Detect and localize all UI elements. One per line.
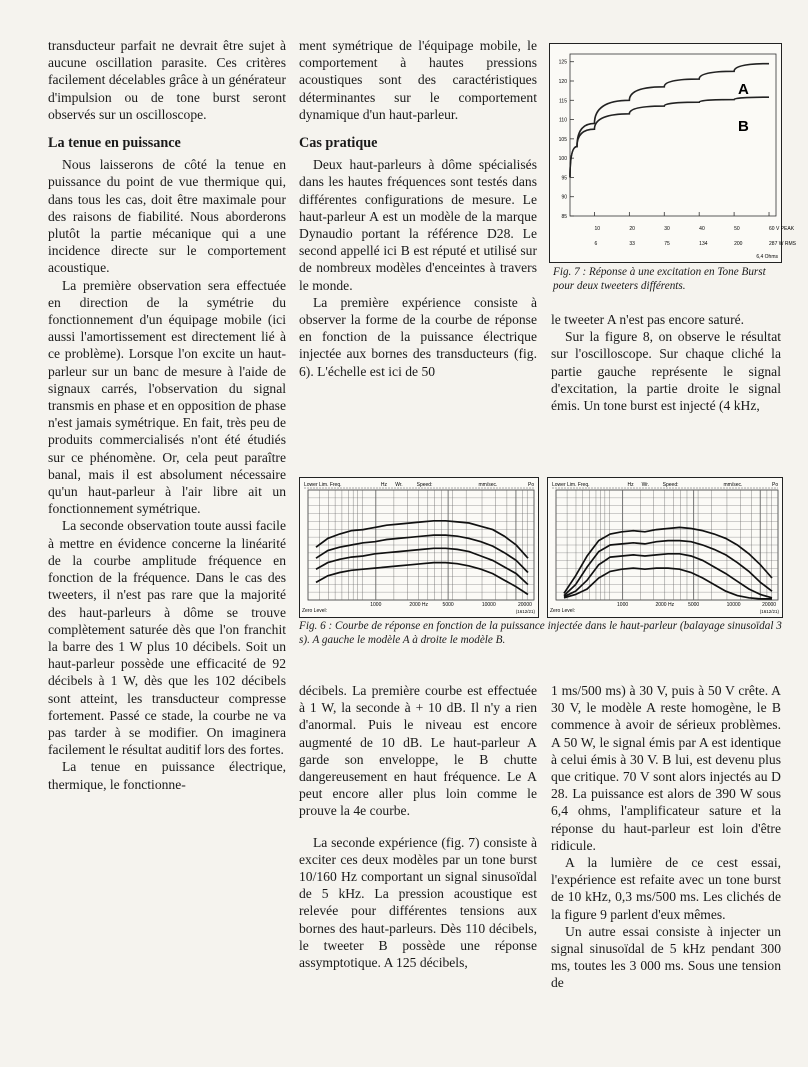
x-tick-label-volts: 60 V PEAK xyxy=(769,226,795,232)
paragraph: A la lumière de ce cest essai, l'expérience est refaite avec un tone burst de 10 kHz, 0,3 ms/500 ms. Les clichés de la figure 9 parlent d'eux mêmes. xyxy=(551,855,781,922)
column-3-top xyxy=(551,311,781,414)
y-tick-label: 125 xyxy=(558,59,567,66)
section-heading: Cas pratique xyxy=(299,135,378,152)
paragraph: La tenue en puissance électrique, thermique, le fonctionne- xyxy=(48,759,286,792)
x-tick-label: 5000 xyxy=(442,602,454,608)
corner-code: (1612/21) xyxy=(515,609,535,614)
x-tick-label: 1000 xyxy=(370,602,382,608)
response-curve xyxy=(316,535,528,572)
x-tick-label: 2000 Hz xyxy=(409,602,429,608)
x-tick-label-volts: 30 xyxy=(664,226,670,232)
header-label: Lower Lim. Freq. xyxy=(552,482,590,488)
figure-7-corner-note: 6,4 Ohms xyxy=(756,254,778,260)
paragraph: transducteur parfait ne devrait être sujet à aucune oscillation parasite. Ces critères facilement décelables grâce à un générateur d'impulsion ou de tone burst seront observés sur un oscilloscope. xyxy=(48,38,286,122)
header-label: Speed: xyxy=(662,482,679,488)
corner-code: (1612/21) xyxy=(759,609,779,614)
x-tick-label-watts: 33 xyxy=(629,241,635,247)
figure-6-caption: Fig. 6 : Courbe de réponse en fonction de la puissance injectée dans le haut-parleur (balayage sinusoïdal 3 s). A gauche le modèle A à droite le modèle B. xyxy=(299,620,782,646)
paragraph: 1 ms/500 ms) à 30 V, puis à 50 V crête. A 30 V, le modèle A reste homogène, le B commence à avoir de sérieux problèmes. A 50 W, le signal émis par A est identique à celui émis à 30 V. B lui, est devenu plus que critique. 70 V sont alors injectés au D 28. La puissance est alors de 390 W sous 6,4 ohms, l'amplificateur sature et la réponse du haut-parleur est loin d'être ridicule. xyxy=(551,683,781,853)
x-tick-label: 20000 xyxy=(518,602,532,608)
header-label: Lower Lim. Freq. xyxy=(304,482,342,488)
header-label: mm/sec. xyxy=(723,482,743,488)
header-label: Speed: xyxy=(416,482,433,488)
x-tick-label: 1000 xyxy=(617,602,629,608)
x-tick-label-watts: 6 xyxy=(594,241,598,247)
series-label-b: B xyxy=(738,118,749,135)
y-tick-label: 105 xyxy=(558,136,567,143)
y-tick-label: 120 xyxy=(558,79,567,85)
y-tick-label: 110 xyxy=(559,117,567,124)
header-label: Po xyxy=(772,482,779,488)
response-curve xyxy=(316,563,528,595)
x-tick-label-watts: 134 xyxy=(699,241,708,247)
y-tick-label: 100 xyxy=(558,156,567,163)
series-label-a: A xyxy=(738,81,749,98)
paragraph: Deux haut-parleurs à dôme spécialisés dans les hautes fréquences sont testés dans différentes configurations de mesure. Le haut-parleur A est un modèle de la marque Dynaudio portant la référence D28. Le second appellé ici B est réputé et utilisé sur de nombreux modèles d'enceintes à travers le monde. xyxy=(299,157,537,293)
figure-7-caption: Fig. 7 : Réponse à une excitation en Tone Burst pour deux tweeters différents. xyxy=(553,266,766,292)
header-label: mm/sec. xyxy=(478,482,498,488)
x-tick-label: 20000 xyxy=(762,602,777,608)
response-curve xyxy=(316,548,528,584)
x-tick-label-watts: 287 W RMS xyxy=(769,241,796,247)
figure-6-left-chart xyxy=(299,477,539,618)
header-label: Wr. xyxy=(641,482,650,488)
paragraph: Sur la figure 8, on observe le résultat sur l'oscilloscope. Sur chaque cliché la partie gauche représente le signal d'excitation, la partie droite le signal émis. Un tone burst est injecté (4 kHz, xyxy=(551,329,781,414)
x-tick-label: 10000 xyxy=(726,602,741,608)
plot-area xyxy=(570,54,776,216)
header-label: Hz xyxy=(627,482,634,488)
response-curve xyxy=(564,554,772,598)
zero-level-label: Zero Level: xyxy=(550,608,576,614)
y-tick-label: 115 xyxy=(559,98,567,105)
column-2-bottom xyxy=(299,682,537,971)
y-tick-label: 90 xyxy=(561,194,567,201)
x-tick-label-watts: 200 xyxy=(734,241,743,247)
x-tick-label-volts: 50 xyxy=(734,226,740,232)
x-tick-label: 10000 xyxy=(481,602,496,608)
response-curve xyxy=(316,521,528,558)
header-label: Po xyxy=(528,482,535,488)
figure-6-right-chart xyxy=(547,477,783,618)
paragraph: La première observation sera effectuée en direction de la symétrie du fonctionnement d'un équipage mobile (ici aussi l'amortissement est directement lié à ce problème). Lorsque l'on excite un haut-parleur sur un banc de mesure à l'aide de signaux carrés, l'observation du signal transmis en phase et en opposition de phase n'est jamais symétrique. En fait, très peu de produits commercialisés n'ont été étudiés sur ce phénomène. Or, cela peut paraître banal, mais il est absolument nécessaire qu'un haut-parleur à l'air libre ait un fonctionnement symétrique. xyxy=(48,277,286,517)
paragraph: Un autre essai consiste à injecter un signal sinusoïdal de 5 kHz pendant 300 ms, toutes les 3 000 ms. Sous une tension de xyxy=(551,923,781,991)
paragraph: La première expérience consiste à observer la forme de la courbe de réponse en fonction de la puissance électrique injectée aux bornes des transducteurs (fig. 6). L'échelle est ici de 50 xyxy=(299,294,537,379)
y-tick-label: 95 xyxy=(561,175,567,182)
x-tick-label-volts: 10 xyxy=(594,226,601,232)
section-heading: La tenue en puissance xyxy=(48,135,181,152)
zero-level-label: Zero Level: xyxy=(302,608,328,614)
column-1 xyxy=(48,37,286,793)
x-tick-label: 5000 xyxy=(688,602,700,608)
paragraph: La seconde observation toute aussi facile à mettre en évidence concerne la linéarité de la courbe amplitude fréquence en fonction de la fréquence. Dans le cas des tweeters, il n'est pas rare que la majorité des haut-parleurs à dôme se trouve complètement saturée dès que l'on franchit la barre des 1 W plus 10 décibels. Soit un haut-parleur possède une efficacité de 92 décibels à 1 W, dès que les 102 décibels sont atteint, les transducteur compresse fortement. Passé ce stade, la courbe ne va pas tarder à se modifier. On imaginera facilement le résultat auditif lors des fortes. xyxy=(48,518,286,758)
x-tick-label-volts: 20 xyxy=(629,226,635,232)
x-tick-label: 2000 Hz xyxy=(655,602,675,608)
paragraph: Nous laisserons de côté la tenue en puissance du point de vue thermique qui, dans tous les cas, doit être maximale pour des raisons de fiabilité. Nous aborderons plutôt la partie mécanique qui a une incidence directe sur le comportement acoustique. xyxy=(48,157,286,276)
x-tick-label-volts: 40 xyxy=(699,226,705,232)
column-3-bottom xyxy=(551,682,781,992)
x-tick-label-watts: 75 xyxy=(664,241,670,247)
figure-7-frame xyxy=(549,43,796,263)
paragraph: La seconde expérience (fig. 7) consiste à exciter ces deux modèles par un tone burst 10/160 Hz comportant un signal sinusoïdal de 5 kHz. La pression acoustique est relevée pour différentes tensions aux bornes des haut-parleurs. Dès 110 décibels, le tweeter B possède une réponse assymptotique. A 125 décibels, xyxy=(299,834,537,971)
header-label: Hz xyxy=(380,482,388,488)
paragraph: le tweeter A n'est pas encore saturé. xyxy=(551,312,745,327)
paragraph: ment symétrique de l'équipage mobile, le comportement à hautes pressions acoustiques sont des caractéristiques déterminantes sur le comportement dynamique d'un haut-parleur. xyxy=(299,38,537,122)
column-2-top xyxy=(299,37,537,380)
header-label: Wr. xyxy=(395,482,403,488)
y-tick-label: 85 xyxy=(561,214,567,220)
figure-7-chart xyxy=(550,44,796,262)
paragraph: décibels. La première courbe est effectuée à 1 W, la seconde à + 10 dB. Il n'y a rien d'anormal. Puis le niveau est encore augmenté de 10 dB. Le haut-parleur A garde son enveloppe, le B chutte dangereusement en haut fréquence. Le A peut encore aller plus loin comme le prouve la 4e courbe. xyxy=(299,683,537,819)
